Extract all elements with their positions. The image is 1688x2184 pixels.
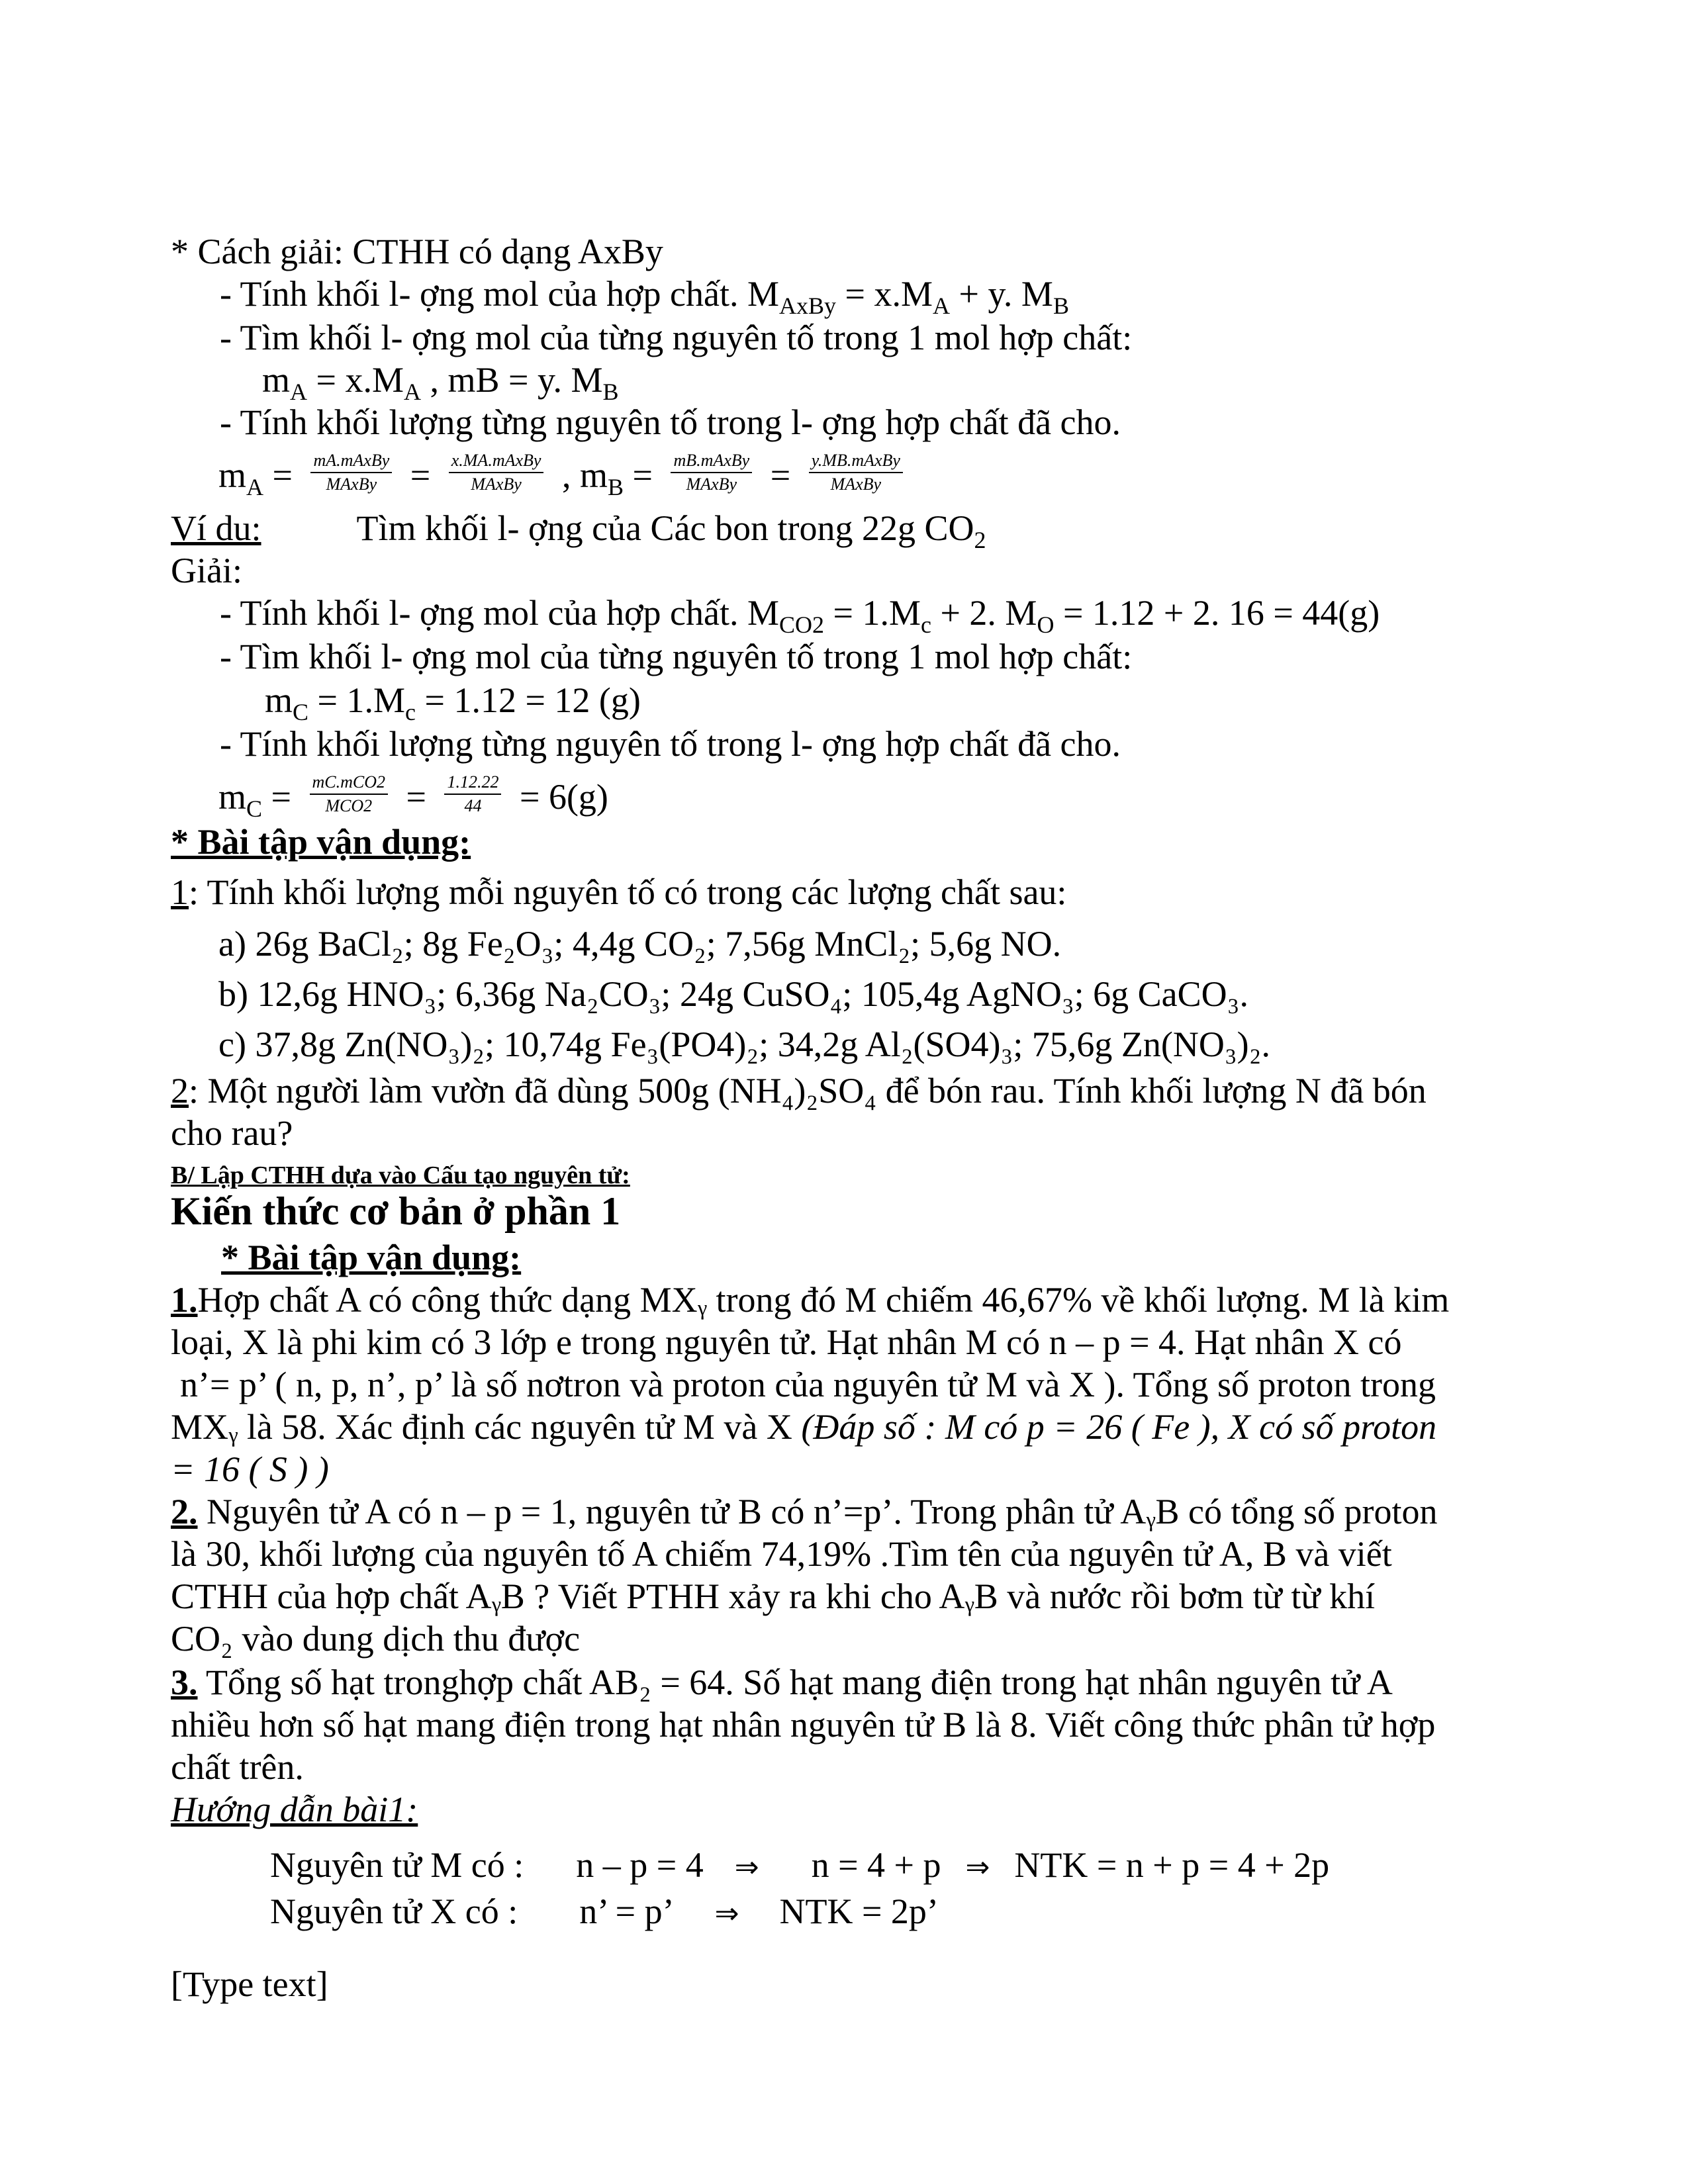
exercise-2-cont: cho rau? [171,1113,293,1153]
example-step1: - Tính khối l- ợng mol của hợp chất. $M_{CO2} = 1.M_c + 2$. $M_O = 1.12 + 2$. 16 = 44(g) [220,593,1380,638]
implies-icon: ⇒ [714,1897,739,1931]
fraction-5: $\frac{\text{mC.mCO2}}{\text{MCO2}}$ [310,772,389,816]
implies-icon: ⇒ [734,1850,759,1884]
problem-1-line1: 1.Hợp chất A có công thức dạng MXᵧ trong đó M chiếm 46,67% về khối lượng. M là kim [171,1280,1450,1320]
exercise-1b: b) 12,6g HNO₃; 6,36g Na₂CO₃; 24g CuSO₄; 105,4g AgNO₃; 6g CaCO₃. [218,974,1248,1014]
problem-3-line2: nhiều hơn số hạt mang điện trong hạt nhân nguyên tử B là 8. Viết công thức phân tử hợp [171,1705,1436,1745]
example-line: Ví du: Tìm khối l- ợng của Các bon trong 22g $CO_2$ [171,508,986,553]
guide-row-2: Nguyên tử X có : n’ = p’ ⇒ NTK = 2p’ [270,1891,939,1931]
exercise-1: 1: Tính khối lượng mỗi nguyên tố có trong các lượng chất sau: [171,872,1067,912]
solution-label: Giải: [171,551,242,590]
footer-placeholder: [Type text] [171,1964,328,2004]
example-label: Ví du: [171,508,261,548]
fraction-6: $\frac{1.12.22}{44}$ [444,772,501,816]
example-step2: - Tìm khối l- ợng mol của từng nguyên tố trong 1 mol hợp chất: [220,637,1133,676]
fraction-1: $\frac{\text{mA.mAxBy}}{\text{MAxBy}}$ [310,451,392,494]
method-formula: $m_A$ = $\frac{\text{mA.mAxBy}}{\text{MAxBy}}$ = $\frac{\text{x.MA.mAxBy}}{\text{MAxBy}}$ , $m_B$ = $\frac{\text{mB.mAxBy}}{\text{MAxBy}}$ = $\frac{\text{y.MB.mAxBy}}{\text{MAxBy}}$ [218,454,912,501]
example-step3-formula: $m_C$ = $\frac{\text{mC.mCO2}}{\text{MCO2}}$ = $\frac{1.12.22}{44}$ = 6(g) [218,772,608,822]
exercise-2: 2: Một người làm vườn đã dùng 500g (NH₄)₂SO₄ để bón rau. Tính khối lượng N đã bón [171,1071,1427,1111]
section-b-exercises-title: * Bài tập vận dụng: [221,1238,522,1277]
method-step2-formula: $m_A = x.M_A$ , mB = y. $M_B$ [262,360,619,405]
problem-2-line3: CTHH của hợp chất AᵧB ? Viết PTHH xảy ra khi cho AᵧB và nước rồi bơm từ từ khí [171,1576,1376,1616]
method-step3: - Tính khối lượng từng nguyên tố trong l- ợng hợp chất đã cho. [220,402,1121,442]
method-step2: - Tìm khối l- ợng mol của từng nguyên tố trong 1 mol hợp chất: [220,318,1133,357]
problem-2-line4: CO₂ vào dung dịch thu được [171,1619,581,1659]
exercise-1c: c) 37,8g Zn(NO₃)₂; 10,74g Fe₃(PO4)₂; 34,2g Al₂(SO4)₃; 75,6g Zn(NO₃)₂. [218,1024,1270,1064]
guide-row-1: Nguyên tử M có : n – p = 4 ⇒ n = 4 + p ⇒ NTK = n + p = 4 + 2p [270,1845,1330,1885]
method-header: * Cách giải: CTHH có dạng AxBy [171,232,663,271]
fraction-2: $\frac{\text{x.MA.mAxBy}}{\text{MAxBy}}$ [449,451,544,494]
exercises-title: * Bài tập vận dụng: [171,822,471,862]
method-step1: - Tính khối l- ợng mol của hợp chất. $M_{AxBy} = x.M_A + y$. $M_B$ [220,274,1069,319]
problem-3-line1: 3. Tổng số hạt tronghợp chất AB₂ = 64. Số hạt mang điện trong hạt nhân nguyên tử A [171,1662,1393,1702]
problem-2-line2: là 30, khối lượng của nguyên tố A chiếm 74,19% .Tìm tên của nguyên tử A, B và viết [171,1534,1392,1574]
problem-1-line4: MXᵧ là 58. Xác định các nguyên tử M và X (Đáp số : M có p = 26 ( Fe ), X có số proton [171,1407,1437,1447]
implies-icon: ⇒ [965,1850,990,1884]
section-b-heading: B/ Lập CTHH dựa vào Cấu tạo nguyên tử: [171,1161,630,1189]
exercise-1a: a) 26g BaCl₂; 8g Fe₂O₃; 4,4g CO₂; 7,56g MnCl₂; 5,6g NO. [218,924,1062,964]
example-step2-formula: $m_C = 1.M_c = 1.12 = 12$ (g) [265,680,641,725]
fraction-3: $\frac{\text{mB.mAxBy}}{\text{MAxBy}}$ [671,451,752,494]
problem-1-line5: = 16 ( S ) ) [171,1449,329,1489]
problem-3-line3: chất trên. [171,1747,304,1787]
guide-title: Hướng dẫn bài1: [171,1790,418,1829]
problem-1-line3: n’= p’ ( n, p, n’, p’ là số nơtron và proton của nguyên tử M và X ). Tổng số proton trong [180,1365,1436,1404]
problem-2-line1: 2. Nguyên tử A có n – p = 1, nguyên tử B có n’=p’. Trong phân tử AᵧB có tổng số proton [171,1492,1438,1531]
example-step3: - Tính khối lượng từng nguyên tố trong l- ợng hợp chất đã cho. [220,724,1121,764]
problem-1-line2: loại, X là phi kim có 3 lớp e trong nguyên tử. Hạt nhân M có n – p = 4. Hạt nhân X có [171,1322,1402,1362]
section-b-subheading: Kiến thức cơ bản ở phần 1 [171,1189,621,1233]
fraction-4: $\frac{\text{y.MB.mAxBy}}{\text{MAxBy}}$ [809,451,903,494]
